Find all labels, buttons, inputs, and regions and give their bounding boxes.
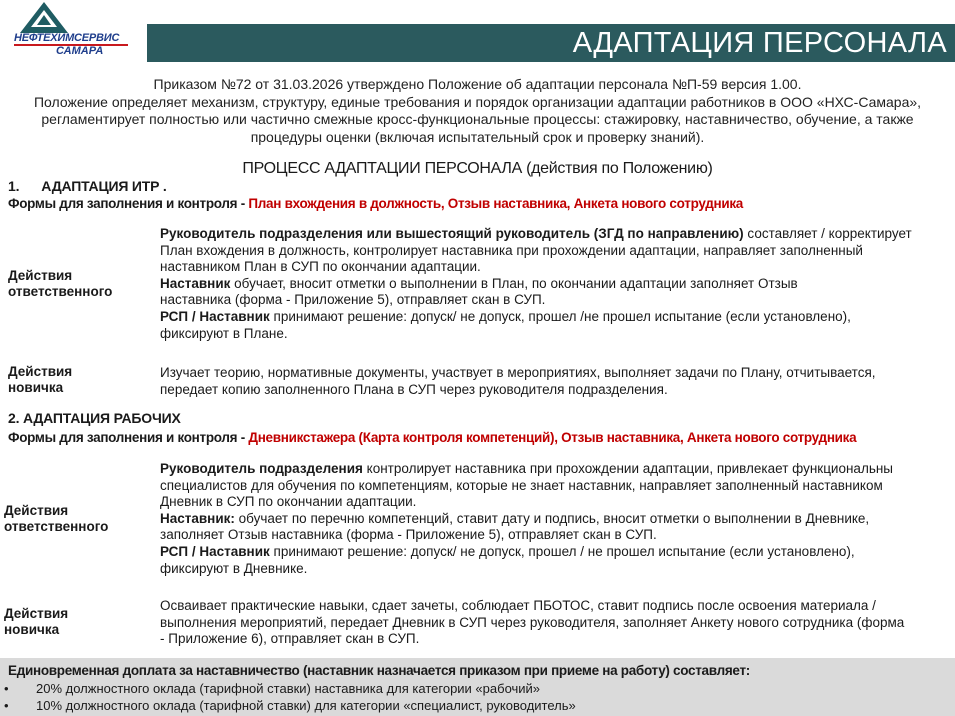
role-text: фиксируют в Дневнике.	[160, 560, 308, 576]
title-banner	[147, 24, 955, 62]
role-name: Руководитель подразделения	[160, 461, 363, 476]
bullet-item	[4, 681, 540, 696]
actor-label-line: Действия	[4, 606, 69, 621]
newcomer-text: передает копию заполненного Плана в СУП через руководителя подразделения.	[160, 381, 668, 397]
forms-separator: -	[237, 196, 249, 211]
role-text: фиксируют в Плане.	[160, 325, 288, 341]
role-name: Наставник:	[160, 510, 235, 526]
newcomer-text: - Приложение 6), отправляет скан в СУП.	[160, 631, 420, 647]
section1-responsible-text	[160, 226, 950, 342]
forms-list: План вхождения в должность, Отзыв наставника, Анкета нового сотрудника	[248, 196, 743, 211]
section1-title	[8, 178, 167, 194]
section2-title: 2. АДАПТАЦИЯ РАБОЧИХ	[8, 410, 181, 426]
section2-responsible-label	[4, 503, 108, 535]
forms-label: Формы для заполнения и контроля	[8, 196, 238, 211]
forms-separator: -	[237, 430, 249, 445]
forms-label: Формы для заполнения и контроля	[8, 430, 238, 445]
section1-responsible-label	[8, 268, 112, 300]
logo-line1: НЕФТЕХИМСЕРВИС	[14, 32, 120, 44]
intro-line: процедуры оценки (включая испытательный срок и проверку знаний).	[250, 128, 705, 145]
page-title: АДАПТАЦИЯ ПЕРСОНАЛА	[572, 27, 947, 59]
role-text: принимают решение: допуск/ не допуск, прошел / не прошел испытание (если установлено),	[269, 543, 855, 559]
bullet-symbol: •	[4, 681, 9, 696]
actor-label-line: ответственного	[4, 519, 109, 534]
section1-newcomer-text	[160, 365, 950, 398]
section2-newcomer-text	[160, 598, 950, 648]
company-logo	[0, 0, 140, 64]
footer-title: Единовременная доплата за наставничество (наставник назначается приказом при приеме на работу) составляет:	[8, 663, 750, 678]
newcomer-text: выполнения мероприятий, передает Дневник в СУП через руководителя, заполняет Анкету нового сотрудника (форма	[160, 614, 905, 630]
actor-label-line: Действия	[8, 268, 73, 283]
role-name: Руководитель подразделения или вышестоящий руководитель (ЗГД по направлению)	[160, 226, 744, 241]
role-text: заполняет Отзыв наставника (форма - Приложение 5), отправляет скан в СУП.	[160, 527, 657, 543]
forms-list: Дневникстажера (Карта контроля компетенций), Отзыв наставника, Анкета нового сотрудника	[248, 430, 857, 445]
bullet-symbol: •	[4, 698, 9, 713]
actor-label-line: ответственного	[8, 284, 113, 299]
intro-line: регламентирует полностью или частично смежные кросс-функциональные процессы: стажировку, наставничество, обучение, а также	[41, 111, 914, 127]
bullet-text: 20% должностного оклада (тарифной ставки) наставника для категории «рабочий»	[36, 681, 541, 696]
section2-responsible-text	[160, 461, 950, 577]
role-text: обучает, вносит отметки о выполнении в План, по окончании адаптации заполняет Отзыв	[230, 275, 798, 291]
actor-label-line: новичка	[4, 622, 60, 637]
intro-paragraph	[0, 76, 955, 146]
intro-line: Приказом №72 от 31.03.2026 утверждено Положение об адаптации персонала №П-59 версия 1.00.	[153, 76, 802, 92]
role-name: РСП / Наставник	[160, 543, 270, 559]
bullet-item	[4, 698, 576, 713]
actor-label-line: Действия	[4, 503, 69, 518]
section1-newcomer-label	[8, 364, 72, 396]
role-text: специалистов для обучения по компетенциям, которые не знает наставник, направляет заполненный наставником	[160, 477, 883, 493]
role-text: Дневник в СУП по окончании адаптации.	[160, 494, 417, 510]
section2-forms	[8, 430, 856, 445]
role-name: РСП / Наставник	[160, 308, 270, 324]
section1-number: 1.	[8, 178, 20, 194]
bullet-text: 10% должностного оклада (тарифной ставки) для категории «специалист, руководитель»	[36, 698, 576, 713]
newcomer-text: Изучает теорию, нормативные документы, участвует в мероприятиях, выполняет задачи по Плану, отчитывается,	[160, 365, 876, 380]
actor-label-line: Действия	[8, 364, 73, 379]
section1-forms	[8, 196, 743, 211]
role-text: обучает по перечню компетенций, ставит дату и подпись, вносит отметки о выполнении в Дневнике,	[234, 510, 870, 526]
process-title: ПРОЦЕСС АДАПТАЦИИ ПЕРСОНАЛА (действия по Положению)	[242, 160, 713, 177]
intro-line: Положение определяет механизм, структуру, единые требования и порядок организации адаптации работников в ООО «НХС-Самара»,	[33, 93, 922, 110]
role-text: контролирует наставника при прохождении адаптации, привлекает функциональны	[362, 461, 894, 476]
role-text: План вхождения в должность, контролирует наставника при прохождении адаптации, направляет заполненный	[160, 242, 863, 258]
role-text: наставником План в СУП по окончании адаптации.	[160, 259, 481, 275]
role-text: принимают решение: допуск/ не допуск, прошел /не прошел испытание (если установлено),	[269, 308, 851, 324]
role-name: Наставник	[160, 275, 231, 291]
role-text: составляет / корректирует	[743, 226, 912, 241]
actor-label-line: новичка	[8, 380, 64, 395]
logo-line2: САМАРА	[56, 45, 104, 57]
newcomer-text: Осваивает практические навыки, сдает зачеты, соблюдает ПБОТОС, ставит подпись после освоения материала /	[160, 598, 876, 613]
role-text: наставника (форма - Приложение 5), отправляет скан в СУП.	[160, 292, 546, 308]
section1-title-text: АДАПТАЦИЯ ИТР .	[41, 178, 167, 194]
bonus-footer	[0, 658, 955, 716]
section2-newcomer-label	[4, 606, 68, 638]
